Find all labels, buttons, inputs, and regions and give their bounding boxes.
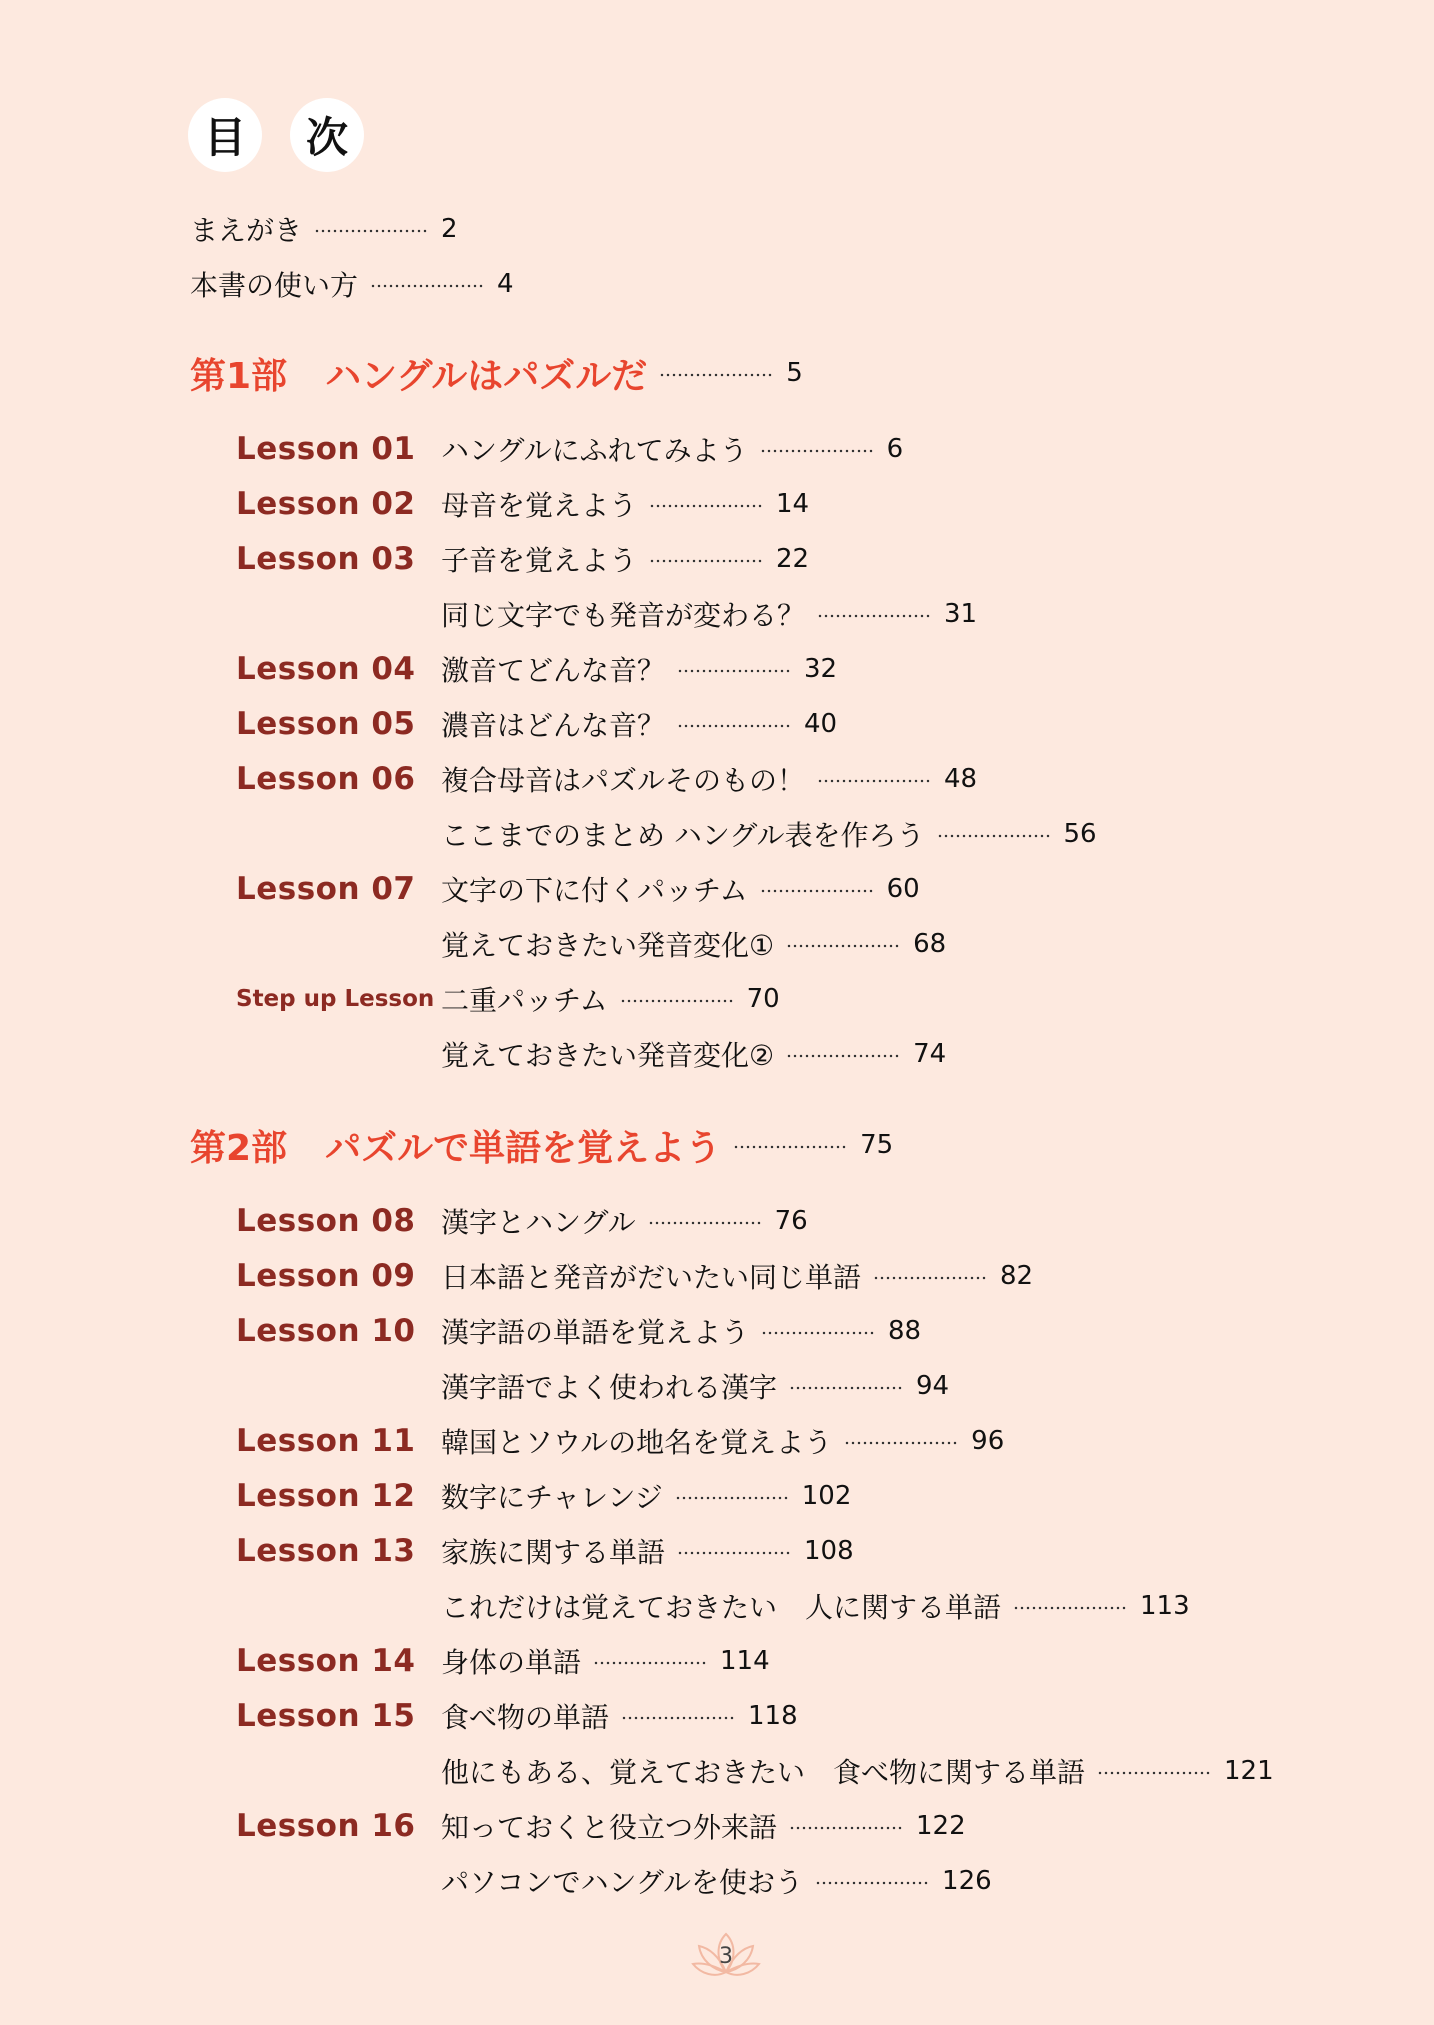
page-title [188, 98, 364, 172]
entry-title: 覚えておきたい発音変化① [441, 929, 775, 962]
part-page: 5 [786, 358, 803, 388]
leader-dots [649, 559, 764, 563]
toc-entry[interactable] [0, 1196, 1434, 1246]
leader-dots [621, 1716, 736, 1720]
part-page: 75 [860, 1130, 894, 1160]
entry-title: パソコンでハングルを使おう [441, 1866, 804, 1899]
part-heading[interactable] [0, 348, 1434, 398]
entry-page: 94 [916, 1371, 950, 1401]
leader-dots [675, 1496, 790, 1500]
leader-dots [314, 229, 429, 233]
entry-page: 2 [441, 214, 458, 244]
lesson-label: Step up Lesson [236, 986, 435, 1012]
leader-dots [760, 889, 875, 893]
part-title: ハングルはパズルだ [325, 355, 648, 397]
toc-entry[interactable] [0, 1801, 1434, 1851]
entry-title: ハングルにふれてみよう [441, 434, 748, 467]
title-char-1: 目 [188, 98, 262, 172]
toc-entry[interactable] [0, 974, 1434, 1024]
entry-title: 他にもある、覚えておきたい 食べ物に関する単語 [441, 1756, 1086, 1789]
lesson-label: Lesson 05 [236, 706, 416, 742]
toc-entry[interactable] [0, 589, 1434, 639]
entry-page: 40 [804, 709, 838, 739]
lesson-label: Lesson 15 [236, 1698, 416, 1734]
entry-title: 漢字語の単語を覚えよう [441, 1316, 750, 1349]
toc-entry[interactable] [0, 479, 1434, 529]
leader-dots [1097, 1771, 1212, 1775]
leader-dots [817, 614, 932, 618]
entry-title: 子音を覚えよう [441, 544, 638, 577]
toc-entry[interactable] [0, 1416, 1434, 1466]
lesson-label: Lesson 08 [236, 1203, 416, 1239]
entry-title: 漢字とハングル [441, 1206, 636, 1239]
entry-title: 食べ物の単語 [441, 1701, 610, 1734]
toc-entry[interactable] [0, 1581, 1434, 1631]
part-number: 第1部 [190, 355, 288, 397]
entry-title: 文字の下に付くパッチム [441, 874, 748, 907]
lesson-label: Lesson 04 [236, 651, 416, 687]
toc-entry[interactable] [0, 1361, 1434, 1411]
lesson-label: Lesson 10 [236, 1313, 416, 1349]
toc-entry[interactable] [0, 1029, 1434, 1079]
entry-title: 二重パッチム [441, 984, 608, 1017]
toc-entry[interactable] [0, 754, 1434, 804]
entry-page: 108 [804, 1536, 854, 1566]
part-title: パズルで単語を覚えよう [325, 1127, 722, 1169]
leader-dots [873, 1276, 988, 1280]
lesson-label: Lesson 09 [236, 1258, 416, 1294]
leader-dots [760, 449, 875, 453]
leader-dots [677, 669, 792, 673]
lesson-label: Lesson 06 [236, 761, 416, 797]
leader-dots [649, 504, 764, 508]
entry-title: 本書の使い方 [190, 269, 359, 302]
entry-page: 48 [944, 764, 978, 794]
entry-title: 激音てどんな音？ [441, 654, 666, 687]
toc-entry[interactable] [0, 1306, 1434, 1356]
entry-page: 68 [913, 929, 947, 959]
leader-dots [677, 1551, 792, 1555]
entry-title: 同じ文字でも発音が変わる？ [441, 599, 806, 632]
lesson-label: Lesson 01 [236, 431, 416, 467]
leader-dots [593, 1661, 708, 1665]
entry-page: 14 [776, 489, 810, 519]
toc-entry[interactable] [0, 1691, 1434, 1741]
lesson-label: Lesson 07 [236, 871, 416, 907]
entry-page: 74 [913, 1039, 947, 1069]
toc-entry[interactable] [0, 534, 1434, 584]
leader-dots [648, 1221, 763, 1225]
entry-title: 知っておくと役立つ外来語 [441, 1811, 778, 1844]
entry-title: 母音を覚えよう [441, 489, 638, 522]
entry-page: 76 [774, 1206, 808, 1236]
leader-dots [817, 779, 932, 783]
entry-page: 22 [776, 544, 810, 574]
entry-title: まえがき [190, 214, 303, 247]
toc-entry[interactable] [0, 699, 1434, 749]
entry-title: 濃音はどんな音？ [441, 709, 666, 742]
leader-dots [370, 284, 485, 288]
part-number: 第2部 [190, 1127, 288, 1169]
leader-dots [733, 1145, 848, 1149]
entry-page: 114 [720, 1646, 770, 1676]
leader-dots [815, 1881, 930, 1885]
entry-page: 96 [971, 1426, 1005, 1456]
entry-page: 113 [1140, 1591, 1190, 1621]
leader-dots [659, 373, 774, 377]
leader-dots [677, 724, 792, 728]
lesson-label: Lesson 12 [236, 1478, 416, 1514]
entry-title: 家族に関する単語 [441, 1536, 666, 1569]
leader-dots [789, 1826, 904, 1830]
toc-entry[interactable] [0, 424, 1434, 474]
lesson-label: Lesson 03 [236, 541, 416, 577]
toc-entry[interactable] [0, 809, 1434, 859]
leader-dots [620, 999, 735, 1003]
toc-entry[interactable] [0, 1856, 1434, 1906]
entry-title: 複合母音はパズルそのもの！ [441, 764, 806, 797]
entry-title: 日本語と発音がだいたい同じ単語 [441, 1261, 862, 1294]
footer-page-number [685, 1926, 767, 1986]
entry-title: 数字にチャレンジ [441, 1481, 663, 1514]
entry-page: 82 [1000, 1261, 1034, 1291]
toc-entry[interactable] [0, 919, 1434, 969]
entry-title: 身体の単語 [441, 1646, 582, 1679]
toc-entry[interactable] [0, 1636, 1434, 1686]
title-char-2: 次 [290, 98, 364, 172]
entry-page: 31 [944, 599, 978, 629]
toc-entry[interactable] [0, 1251, 1434, 1301]
entry-title: これだけは覚えておきたい 人に関する単語 [441, 1591, 1002, 1624]
toc-entry[interactable] [0, 1526, 1434, 1576]
leader-dots [786, 944, 901, 948]
entry-title: 韓国とソウルの地名を覚えよう [441, 1426, 833, 1459]
lesson-label: Lesson 14 [236, 1643, 416, 1679]
entry-page: 70 [746, 984, 780, 1014]
entry-page: 60 [886, 874, 920, 904]
page-number: 3 [719, 1944, 733, 1969]
toc-entry-intro[interactable] [0, 259, 1434, 309]
toc-entry[interactable] [0, 864, 1434, 914]
entry-title: ここまでのまとめ ハングル表を作ろう [441, 819, 925, 852]
leader-dots [789, 1386, 904, 1390]
leader-dots [937, 834, 1052, 838]
entry-page: 4 [497, 269, 514, 299]
entry-title: 覚えておきたい発音変化② [441, 1039, 775, 1072]
entry-page: 122 [916, 1811, 966, 1841]
toc-entry[interactable] [0, 1746, 1434, 1796]
leader-dots [761, 1331, 876, 1335]
entry-page: 126 [942, 1866, 992, 1896]
entry-page: 56 [1063, 819, 1097, 849]
entry-page: 88 [888, 1316, 922, 1346]
toc-entry[interactable] [0, 1471, 1434, 1521]
entry-page: 32 [804, 654, 838, 684]
toc-entry[interactable] [0, 644, 1434, 694]
entry-page: 118 [748, 1701, 798, 1731]
leader-dots [786, 1054, 901, 1058]
lesson-label: Lesson 11 [236, 1423, 416, 1459]
entry-page: 102 [801, 1481, 852, 1511]
toc-entry-intro[interactable] [0, 204, 1434, 254]
part-heading[interactable] [0, 1120, 1434, 1170]
lesson-label: Lesson 02 [236, 486, 416, 522]
lesson-label: Lesson 13 [236, 1533, 416, 1569]
leader-dots [844, 1441, 959, 1445]
entry-title: 漢字語でよく使われる漢字 [441, 1371, 778, 1404]
lesson-label: Lesson 16 [236, 1808, 416, 1844]
entry-page: 6 [886, 434, 904, 464]
leader-dots [1013, 1606, 1128, 1610]
entry-page: 121 [1224, 1756, 1274, 1786]
